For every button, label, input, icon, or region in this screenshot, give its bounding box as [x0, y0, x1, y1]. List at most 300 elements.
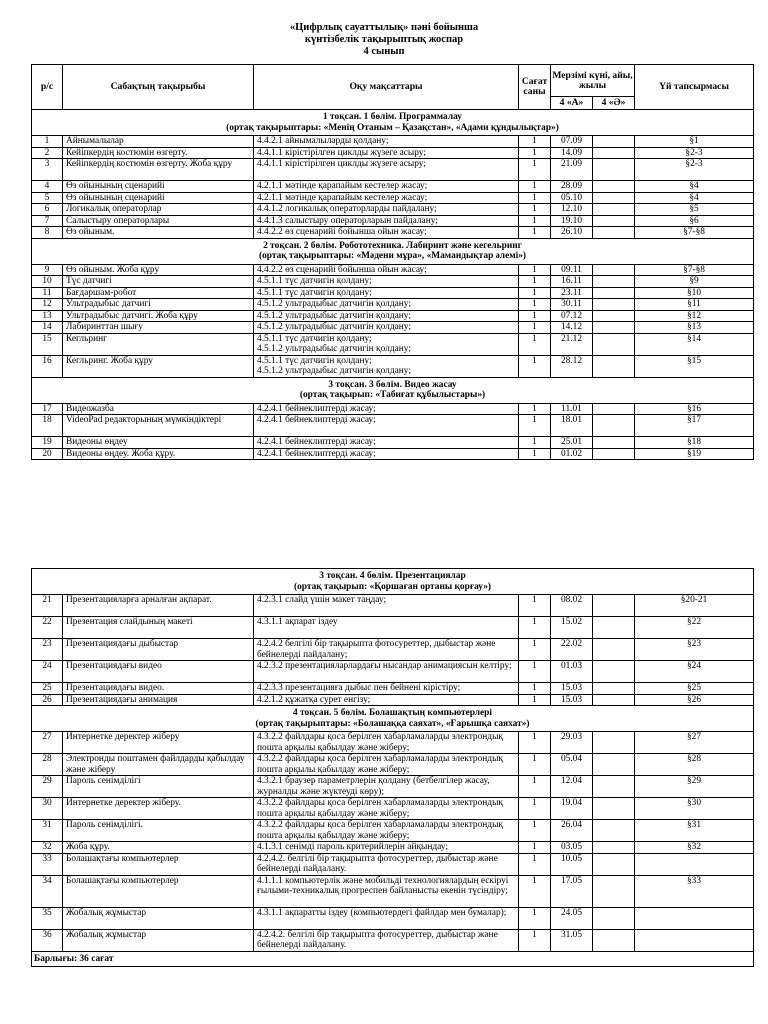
row-number: 31 [32, 820, 63, 842]
row-homework: §22 [635, 617, 754, 639]
row-number: 16 [32, 355, 63, 377]
table-row [32, 355, 754, 377]
row-date-class-a: 07.12 [551, 310, 593, 322]
row-date-class-a: 12.10 [551, 204, 593, 216]
row-date-class-a: 23.11 [551, 287, 593, 299]
row-goal-text: 4.3.1.1 ақпарат іздеу [257, 617, 338, 627]
row-date-class-b [593, 333, 635, 355]
section-header [32, 377, 754, 403]
row-homework: §13 [635, 322, 754, 334]
row-homework: §2-3 [635, 147, 754, 159]
table-row [32, 732, 754, 754]
table-row [32, 683, 754, 695]
row-goal-text: 4.3.2.2 файлдары қоса берілген хабарламаларды электрондық пошта арқылы қабылдау және жіберу; [257, 754, 503, 775]
row-number: 14 [32, 322, 63, 334]
row-homework: §23 [635, 639, 754, 661]
row-hours: 1 [519, 310, 551, 322]
row-number: 23 [32, 639, 63, 661]
row-topic: Электронды поштамен файлдарды қабылдау және жіберу [63, 754, 254, 776]
table-row [32, 798, 754, 820]
row-goal-text: 4.3.1.1 ақпаратты іздеу (компьютердегі файлдар мен бумалар); [257, 907, 507, 918]
row-topic: Интернетке деректер жіберу. [63, 798, 254, 820]
row-hours: 1 [519, 820, 551, 842]
row-hours: 1 [519, 694, 551, 706]
row-hours: 1 [519, 299, 551, 311]
row-number: 28 [32, 754, 63, 776]
row-goal-text: 4.5.1.2 ультрадыбыс датчигін қолдану; [257, 299, 411, 309]
table-row [32, 448, 754, 460]
row-hours: 1 [519, 415, 551, 437]
row-goal [254, 842, 519, 854]
row-date-class-b [593, 776, 635, 798]
section-header-row [32, 238, 754, 264]
row-homework: §11 [635, 299, 754, 311]
row-topic: Логикалық операторлар [63, 204, 254, 216]
row-goal-text: 4.4.1.3 салыстыру операторларын пайдалану; [257, 215, 438, 226]
row-goal-text: 4.2.1.1 мәтінде қарапайым кестелер жасау; [257, 192, 428, 203]
row-goal-text: 4.4.2.1 айнымалыларды қолдану; [257, 136, 389, 146]
row-goal [254, 181, 519, 193]
row-homework: §32 [635, 842, 754, 854]
row-date-class-a: 31.05 [551, 929, 593, 951]
row-date-class-b [593, 661, 635, 683]
row-goal [254, 732, 519, 754]
row-goal [254, 159, 519, 181]
table-row [32, 333, 754, 355]
row-topic: Лабиринттан шығу [63, 322, 254, 334]
row-homework: §18 [635, 437, 754, 449]
header-grade: 4 сынып [363, 46, 405, 57]
row-goal [254, 875, 519, 907]
row-homework: §7-§8 [635, 264, 754, 276]
row-number: 20 [32, 448, 63, 460]
plan-table-part-2 [31, 568, 754, 967]
row-homework: §27 [635, 732, 754, 754]
row-date-class-a: 07.09 [551, 136, 593, 148]
row-topic: Презентацияларға арналған ақпарат. [63, 595, 254, 617]
row-number: 34 [32, 875, 63, 907]
plan-table-part-1 [31, 64, 754, 460]
header-subject: «Цифрлық сауаттылық» пәні бойынша [289, 22, 479, 33]
row-date-class-b [593, 355, 635, 377]
total-hours: Барлығы: 36 сағат [32, 951, 754, 967]
row-homework [635, 929, 754, 951]
row-goal [254, 204, 519, 216]
row-date-class-b [593, 842, 635, 854]
row-topic: Кегльринг. Жоба құру [63, 355, 254, 377]
row-date-class-b [593, 204, 635, 216]
row-date-class-a: 29.03 [551, 732, 593, 754]
row-number: 29 [32, 776, 63, 798]
section-subtitle: (ортақ тақырыптары: «Мәдени мұра», «Мамандықтар әлемі») [258, 251, 527, 261]
row-number: 21 [32, 595, 63, 617]
row-number: 1 [32, 136, 63, 148]
row-goal [254, 136, 519, 148]
row-number: 35 [32, 907, 63, 929]
row-goal-text: 4.2.4.1 бейнеклиптерді жасау; [257, 437, 376, 447]
row-goal [254, 798, 519, 820]
row-homework [635, 907, 754, 929]
row-hours: 1 [519, 192, 551, 204]
row-hours: 1 [519, 683, 551, 695]
col-header-date: Мерзімі күні, айы, жылы [551, 65, 635, 97]
row-date-class-a: 05.10 [551, 192, 593, 204]
row-date-class-b [593, 227, 635, 239]
row-date-class-b [593, 437, 635, 449]
row-date-class-b [593, 639, 635, 661]
row-number: 19 [32, 437, 63, 449]
row-date-class-a: 09.11 [551, 264, 593, 276]
row-goal-text: 4.3.2.1 браузер параметрлерін қолдану (бетбелгілер жасау, журналды және жүктеуді көру); [257, 776, 490, 797]
table-row [32, 437, 754, 449]
row-goal-text: 4.2.4.1 бейнеклиптерді жасау; [257, 448, 376, 459]
row-goal [254, 683, 519, 695]
table-row [32, 403, 754, 415]
row-topic: Видеожазба [63, 403, 254, 415]
row-homework: §6 [635, 215, 754, 227]
row-goal [254, 355, 519, 377]
row-date-class-a: 15.03 [551, 683, 593, 695]
row-goal-text: 4.2.4.1 бейнеклиптерді жасау; [257, 403, 376, 414]
row-number: 12 [32, 299, 63, 311]
row-number: 33 [32, 853, 63, 875]
table-row [32, 661, 754, 683]
row-topic: Өз ойыным. Жоба құру [63, 264, 254, 276]
section-header [32, 569, 754, 595]
row-goal-text: 4.5.1.2 ультрадыбыс датчигін қолдану; [257, 310, 411, 321]
row-topic: Айнымалылар [63, 136, 254, 148]
section-header-row [32, 569, 754, 595]
row-date-class-b [593, 147, 635, 159]
table-row [32, 754, 754, 776]
row-goal-text: 4.1.1.1 компьютерлік және мобильді технологиялардың ескіруі ғылыми-техникалық прогреспен байланысты екенін түсіндіру; [257, 875, 509, 896]
row-homework: §33 [635, 875, 754, 907]
row-goal-text: 4.2.4.2 белгілі бір тақырыпта фотосуреттер, дыбыстар және бейнелерді пайдалану; [257, 639, 496, 660]
section-header-row [32, 706, 754, 732]
row-date-class-b [593, 595, 635, 617]
row-topic: Видеоны өңдеу [63, 437, 254, 449]
row-number: 17 [32, 403, 63, 415]
row-date-class-a: 05.04 [551, 754, 593, 776]
row-goal [254, 694, 519, 706]
row-date-class-a: 03.05 [551, 842, 593, 854]
row-number: 32 [32, 842, 63, 854]
table-row [32, 842, 754, 854]
row-number: 11 [32, 287, 63, 299]
row-date-class-a: 01.02 [551, 448, 593, 460]
table-row [32, 215, 754, 227]
row-date-class-b [593, 929, 635, 951]
table-row [32, 227, 754, 239]
row-topic: Пароль сенімділігі [63, 776, 254, 798]
table-row [32, 776, 754, 798]
row-goal-text: 4.2.4.1 бейнеклиптерді жасау; [257, 415, 376, 425]
row-hours: 1 [519, 907, 551, 929]
row-goal-text: 4.3.2.2 файлдары қоса берілген хабарламаларды электрондық пошта арқылы қабылдау және жіберу; [257, 732, 503, 753]
row-hours: 1 [519, 842, 551, 854]
row-topic: Өз ойынының сценарийі [63, 192, 254, 204]
row-date-class-b [593, 907, 635, 929]
row-date-class-a: 19.04 [551, 798, 593, 820]
row-homework: §14 [635, 333, 754, 355]
table-row [32, 204, 754, 216]
row-date-class-b [593, 694, 635, 706]
section-subtitle: (ортақ тақырып: «Табиғат құбылыстары») [299, 390, 486, 400]
row-date-class-a: 21.09 [551, 159, 593, 181]
row-goal [254, 403, 519, 415]
row-date-class-a: 15.02 [551, 617, 593, 639]
row-hours: 1 [519, 322, 551, 334]
table-row [32, 299, 754, 311]
table-row [32, 159, 754, 181]
row-goal-text: 4.2.1.2 құжатқа сурет енгізу; [257, 694, 371, 705]
row-date-class-b [593, 415, 635, 437]
table-row [32, 322, 754, 334]
row-topic: Ультрадыбыс датчигі [63, 299, 254, 311]
row-goal [254, 227, 519, 239]
table-row [32, 820, 754, 842]
col-header-goals: Оқу мақсаттары [254, 65, 519, 110]
row-homework: §17 [635, 415, 754, 437]
table-row [32, 617, 754, 639]
table-row [32, 875, 754, 907]
table-row [32, 415, 754, 437]
row-hours: 1 [519, 136, 551, 148]
row-homework: §24 [635, 661, 754, 683]
table-row [32, 181, 754, 193]
row-goal [254, 448, 519, 460]
section-header [32, 238, 754, 264]
row-date-class-b [593, 299, 635, 311]
row-topic: Бағдаршам-робот [63, 287, 254, 299]
table-row [32, 264, 754, 276]
row-goal [254, 820, 519, 842]
row-date-class-a: 28.09 [551, 181, 593, 193]
table-row [32, 136, 754, 148]
row-date-class-a: 14.12 [551, 322, 593, 334]
row-homework: §4 [635, 181, 754, 193]
row-number: 5 [32, 192, 63, 204]
row-goal-text: 4.5.1.2 ультрадыбыс датчигін қолдану; [257, 322, 411, 332]
row-topic: Пароль сенімділігі. [63, 820, 254, 842]
row-topic: Презентация слайдының макеті [63, 617, 254, 639]
table-row [32, 310, 754, 322]
row-number: 10 [32, 276, 63, 288]
row-homework: §16 [635, 403, 754, 415]
row-hours: 1 [519, 448, 551, 460]
row-goal [254, 907, 519, 929]
row-goal [254, 310, 519, 322]
row-goal [254, 929, 519, 951]
row-topic: Жобалық жұмыстар [63, 929, 254, 951]
section-header [32, 110, 754, 136]
row-number: 7 [32, 215, 63, 227]
row-goal-text: 4.4.1.1 кірістірілген циклды жүзеге асыру; [257, 159, 426, 169]
row-homework: §4 [635, 192, 754, 204]
row-homework: §25 [635, 683, 754, 695]
row-date-class-a: 26.04 [551, 820, 593, 842]
row-date-class-b [593, 322, 635, 334]
section-title: 1 тоқсан. 1 бөлім. Программалау [323, 112, 462, 122]
row-homework: §9 [635, 276, 754, 288]
section-header-row [32, 110, 754, 136]
row-goal-text: 4.5.1.1 түс датчигін қолдану; [257, 355, 372, 366]
row-topic: Жоба құру. [63, 842, 254, 854]
row-number: 18 [32, 415, 63, 437]
row-number: 25 [32, 683, 63, 695]
row-homework: §5 [635, 204, 754, 216]
row-hours: 1 [519, 276, 551, 288]
row-hours: 1 [519, 159, 551, 181]
col-header-topic: Сабақтың тақырыбы [63, 65, 254, 110]
row-topic: Өз ойынының сценарийі [63, 181, 254, 193]
col-header-hours: Сағат саны [519, 65, 551, 110]
row-topic: Интернетке деректер жіберу [63, 732, 254, 754]
row-topic: Кегльринг [63, 333, 254, 355]
row-date-class-a: 25.01 [551, 437, 593, 449]
row-date-class-b [593, 683, 635, 695]
row-homework: §7-§8 [635, 227, 754, 239]
row-goal [254, 287, 519, 299]
row-date-class-a: 14.09 [551, 147, 593, 159]
row-goal-text: 4.4.2.2 өз сценарийі бойынша ойын жасау; [257, 227, 427, 237]
row-number: 24 [32, 661, 63, 683]
row-goal [254, 617, 519, 639]
row-date-class-a: 12.04 [551, 776, 593, 798]
row-goal [254, 437, 519, 449]
row-goal [254, 776, 519, 798]
col-header-num: р/с [32, 65, 63, 110]
row-goal-text: 4.3.2.2 файлдары қоса берілген хабарламаларды электрондық пошта арқылы қабылдау және жіберу; [257, 820, 503, 841]
row-goal [254, 661, 519, 683]
row-goal-text: 4.4.2.2 өз сценарийі бойынша ойын жасау; [257, 264, 427, 275]
row-date-class-a: 01.03 [551, 661, 593, 683]
table-row [32, 853, 754, 875]
row-hours: 1 [519, 227, 551, 239]
row-number: 15 [32, 333, 63, 355]
row-homework: §19 [635, 448, 754, 460]
row-date-class-b [593, 820, 635, 842]
row-number: 6 [32, 204, 63, 216]
row-topic: Презентациядағы видео [63, 661, 254, 683]
row-hours: 1 [519, 437, 551, 449]
row-date-class-a: 15.03 [551, 694, 593, 706]
header-plan-title: күнтізбелік тақырыптық жоспар [304, 34, 464, 45]
col-header-homework: Үй тапсырмасы [635, 65, 754, 110]
row-goal-text: 4.2.3.1 слайд үшін макет таңдау; [257, 595, 387, 605]
section-subtitle: (ортақ тақырып: «Қоршаған ортаны қорғау») [294, 581, 492, 592]
row-topic: Кейіпкердің костюмін өзгерту. Жоба құру [63, 159, 254, 181]
row-date-class-a: 11.01 [551, 403, 593, 415]
row-date-class-a: 21.12 [551, 333, 593, 355]
row-goal-text: 4.4.1.2 логикалық операторларды пайдалану; [257, 204, 437, 214]
row-hours: 1 [519, 147, 551, 159]
row-date-class-b [593, 732, 635, 754]
row-topic: Презентациядағы анимация [63, 694, 254, 706]
row-date-class-b [593, 798, 635, 820]
row-hours: 1 [519, 264, 551, 276]
document-header [0, 22, 768, 58]
row-homework: §1 [635, 136, 754, 148]
row-goal [254, 853, 519, 875]
row-number: 8 [32, 227, 63, 239]
section-title: 2 тоқсан. 2 бөлім. Робототехника. Лабиринт және кегельринг [263, 240, 522, 251]
row-goal [254, 264, 519, 276]
row-date-class-a: 22.02 [551, 639, 593, 661]
row-goal [254, 299, 519, 311]
row-hours: 1 [519, 215, 551, 227]
row-homework: §31 [635, 820, 754, 842]
row-goal-text: 4.5.1.1 түс датчигін қолдану; [257, 287, 372, 298]
total-row [32, 951, 754, 967]
section-title: 4 тоқсан. 5 бөлім. Болашақтың компьютерлері [293, 708, 492, 718]
col-header-class-b: 4 «Ә» [593, 97, 635, 110]
row-date-class-a: 08.02 [551, 595, 593, 617]
row-homework: §12 [635, 310, 754, 322]
row-number: 30 [32, 798, 63, 820]
row-hours: 1 [519, 639, 551, 661]
row-hours: 1 [519, 181, 551, 193]
row-hours: 1 [519, 333, 551, 355]
row-hours: 1 [519, 287, 551, 299]
row-date-class-b [593, 264, 635, 276]
row-goal [254, 147, 519, 159]
row-homework: §10 [635, 287, 754, 299]
row-topic: Өз ойыным. [63, 227, 254, 239]
row-number: 26 [32, 694, 63, 706]
row-date-class-b [593, 853, 635, 875]
row-date-class-b [593, 136, 635, 148]
row-goal-text: 4.5.1.1 түс датчигін қолдану; [257, 276, 372, 286]
row-goal-text: 4.2.4.2. белгілі бір тақырыпта фотосуреттер, дыбыстар және бейнелерді пайдалану. [257, 929, 498, 950]
row-date-class-b [593, 276, 635, 288]
row-homework [635, 853, 754, 875]
row-number: 27 [32, 732, 63, 754]
row-date-class-a: 26.10 [551, 227, 593, 239]
row-date-class-b [593, 448, 635, 460]
row-goal-text: 4.2.3.3 презентацияға дыбыс пен бейнені кірістіру; [257, 683, 461, 693]
row-date-class-b [593, 181, 635, 193]
row-topic: Презентациядағы видео. [63, 683, 254, 695]
row-hours: 1 [519, 798, 551, 820]
col-header-class-a: 4 «А» [551, 97, 593, 110]
row-goal [254, 754, 519, 776]
row-topic: Видеоны өңдеу. Жоба құру. [63, 448, 254, 460]
row-topic: Ультрадыбыс датчигі. Жоба құру [63, 310, 254, 322]
row-topic: Болашақтағы компьютерлер [63, 853, 254, 875]
row-hours: 1 [519, 595, 551, 617]
row-goal-text: 4.3.2.2 файлдары қоса берілген хабарламаларды электрондық пошта арқылы қабылдау және жіберу; [257, 798, 503, 819]
row-date-class-b [593, 754, 635, 776]
row-hours: 1 [519, 853, 551, 875]
row-topic: Болашақтағы компьютерлер [63, 875, 254, 907]
table-row [32, 929, 754, 951]
row-homework: §26 [635, 694, 754, 706]
table-row [32, 595, 754, 617]
row-date-class-a: 30.11 [551, 299, 593, 311]
table-row [32, 147, 754, 159]
row-goal [254, 322, 519, 334]
row-goal [254, 333, 519, 355]
row-goal-text: 4.2.4.2. белгілі бір тақырыпта фотосуреттер, дыбыстар және бейнелерді пайдалану. [257, 853, 498, 874]
row-number: 22 [32, 617, 63, 639]
row-goal [254, 276, 519, 288]
table-row [32, 192, 754, 204]
row-homework: §2-3 [635, 159, 754, 181]
row-date-class-b [593, 617, 635, 639]
row-hours: 1 [519, 875, 551, 907]
row-goal-text: 4.5.1.1 түс датчигін қолдану; [257, 333, 372, 344]
